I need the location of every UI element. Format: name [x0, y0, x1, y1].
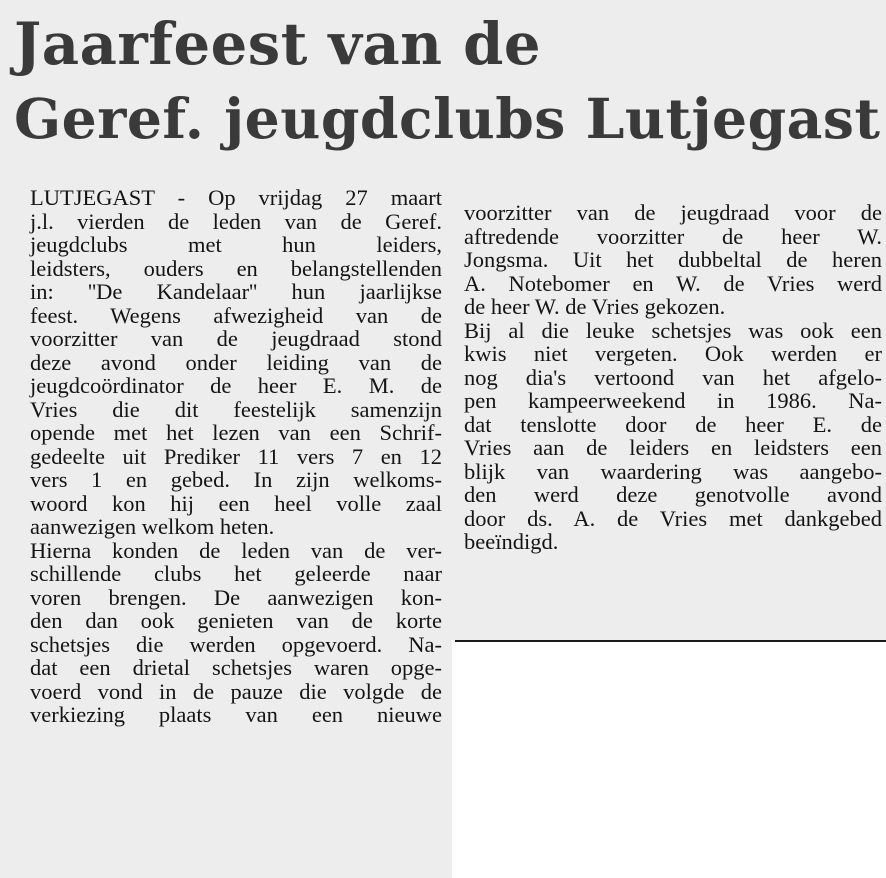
- article-column-left: [30, 186, 442, 727]
- text-line: dat tenslotte door de heer E. de: [464, 411, 882, 437]
- text-line: Hierna konden de leden van de ver-: [30, 537, 442, 563]
- text-line: feest. Wegens afwezigheid van de: [30, 302, 442, 328]
- text-line: opende met het lezen van een Schrif-: [30, 420, 442, 445]
- text-line: aftredende voorzitter de heer W.: [464, 223, 882, 249]
- article-column-right: [464, 201, 882, 554]
- text-line: voren brengen. De aanwezigen kon-: [30, 584, 442, 610]
- headline-line-1: Jaarfeest van de: [14, 10, 541, 78]
- text-line: kwis niet vergeten. Ook werden er: [464, 341, 882, 366]
- text-line: Jongsma. Uit het dubbeltal de heren: [464, 247, 882, 272]
- text-line: door ds. A. de Vries met dankgebed: [464, 505, 882, 531]
- text-line: Vries aan de leiders en leidsters een: [464, 435, 882, 460]
- text-line: LUTJEGAST - Op vrijdag 27 maart: [30, 185, 442, 210]
- text-line: pen kampeerweekend in 1986. Na-: [464, 388, 882, 413]
- text-line: vers 1 en gebed. In zijn welkoms-: [30, 467, 442, 492]
- text-line: A. Notebomer en W. de Vries werd: [464, 270, 882, 296]
- text-line: voorzitter van de jeugdraad voor de: [464, 200, 882, 225]
- headline-line-2: Geref. jeugdclubs Lutjegast: [14, 87, 881, 152]
- text-line: den werd deze genotvolle avond: [464, 482, 882, 507]
- text-line: aanwezigen welkom heten.: [30, 514, 275, 539]
- text-line: Vries die dit feestelijk samenzijn: [30, 396, 442, 422]
- text-line: den dan ook genieten van de korte: [30, 608, 442, 633]
- text-line: voerd vond in de pauze die volgde de: [30, 678, 442, 704]
- text-line: de heer W. de Vries gekozen.: [464, 294, 726, 319]
- text-line: voorzitter van de jeugdraad stond: [30, 326, 442, 351]
- text-line: schillende clubs het geleerde naar: [30, 561, 442, 586]
- headline: [14, 6, 886, 158]
- text-line: in: ''De Kandelaar'' hun jaarlijkse: [30, 279, 442, 304]
- text-line: j.l. vierden de leden van de Geref.: [30, 208, 442, 234]
- column-end-rule: [455, 640, 886, 642]
- text-line: deze avond onder leiding van de: [30, 349, 442, 375]
- text-line: verkiezing plaats van een nieuwe: [30, 702, 442, 727]
- text-line: Bij al die leuke schetsjes was ook een: [464, 317, 882, 343]
- text-line: leidsters, ouders en belangstellenden: [30, 255, 442, 281]
- text-line: jeugdclubs met hun leiders,: [30, 232, 442, 257]
- text-line: blijk van waardering was aangebo-: [464, 458, 882, 484]
- text-line: beeïndigd.: [464, 529, 559, 554]
- text-line: gedeelte uit Prediker 11 vers 7 en 12: [30, 443, 442, 469]
- text-line: dat een drietal schetsjes waren opge-: [30, 655, 442, 680]
- text-line: schetsjes die werden opgevoerd. Na-: [30, 631, 442, 657]
- text-line: jeugdcoördinator de heer E. M. de: [30, 373, 442, 398]
- text-line: woord kon hij een heel volle zaal: [30, 490, 442, 516]
- text-line: nog dia's vertoond van het afgelo-: [464, 364, 882, 390]
